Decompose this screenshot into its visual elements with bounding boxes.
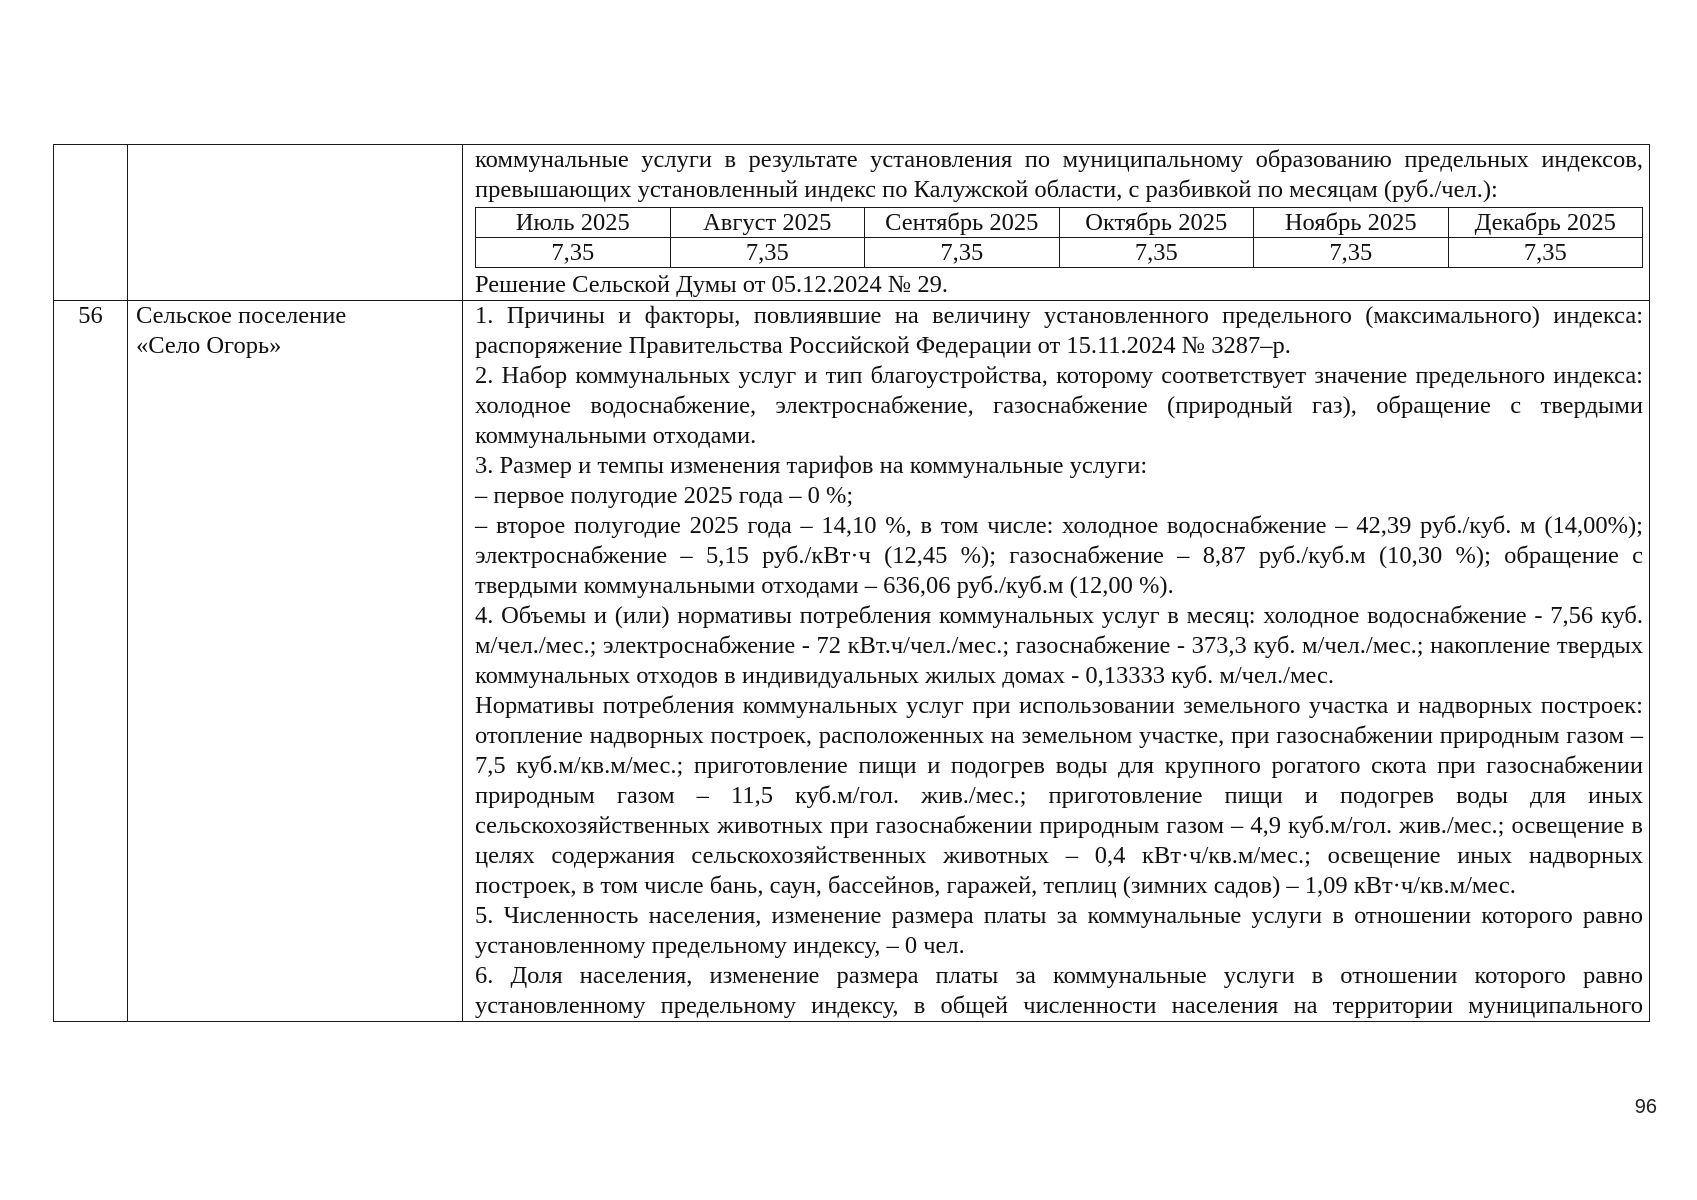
month-header: Июль 2025	[476, 208, 671, 238]
municipality-name-cell	[128, 301, 463, 1022]
month-value: 7,35	[476, 238, 671, 268]
page-number: 96	[1634, 1096, 1657, 1118]
monthly-index-table	[475, 207, 1643, 268]
municipality-name-line: «Село Огорь»	[136, 332, 282, 359]
intro-paragraph: коммунальные услуги в результате установления по муниципальному образованию предельных индексов, превышающих установленный индекс по Калужской области, с разбивкой по месяцам (руб./чел.):	[475, 146, 1643, 203]
month-header: Ноябрь 2025	[1254, 208, 1449, 238]
month-value: 7,35	[1254, 238, 1449, 268]
paragraph-population-count: 5. Численность населения, изменение размера платы за коммунальные услуги в отношении которого равно установленному предельному индексу, – 0 чел.	[475, 902, 1643, 959]
month-value: 7,35	[1448, 238, 1643, 268]
decision-reference: Решение Сельской Думы от 05.12.2024 № 29.	[475, 271, 949, 298]
month-header: Сентябрь 2025	[865, 208, 1060, 238]
document-table	[53, 144, 1650, 1022]
details-cell	[463, 301, 1650, 1022]
paragraph-tariffs-heading: 3. Размер и темпы изменения тарифов на коммунальные услуги:	[475, 452, 1148, 479]
paragraph-land-plot-norms: Нормативы потребления коммунальных услуг при использовании земельного участка и надворных построек: отопление надворных построек, расположенных на земельном участке, при газоснабжении природным газом – 7,5 куб.м/кв.м/мес.; приготовление пищи и подогрев воды для крупного рогатого скота при газоснабжении природным газом – 11,5 куб.м/гол. жив./мес.; приготовление пищи и подогрев воды для иных сельскохозяйственных животных при газоснабжении природным газом – 4,9 куб.м/гол. жив./мес.; освещение в целях содержания сельскохозяйственных животных – 0,4 кВт·ч/кв.м/мес.; освещение иных надворных построек, в том числе бань, саун, бассейнов, гаражей, теплиц (зимних садов) – 1,09 кВт·ч/кв.м/мес.	[475, 692, 1643, 899]
month-header: Декабрь 2025	[1448, 208, 1643, 238]
row-number-cell	[54, 145, 128, 301]
municipality-name-line: Сельское поселение	[136, 302, 347, 329]
months-header-row	[476, 208, 1643, 238]
paragraph-population-share: 6. Доля населения, изменение размера платы за коммунальные услуги в отношении которого равно установленному предельному индексу, в общей численности населения на территории муниципального	[475, 962, 1643, 1019]
paragraph-services-set: 2. Набор коммунальных услуг и тип благоустройства, которому соответствует значение предельного индекса: холодное водоснабжение, электроснабжение, газоснабжение (природный газ), обращение с твердыми коммунальными отходами.	[475, 362, 1643, 449]
paragraph-consumption-volumes: 4. Объемы и (или) нормативы потребления коммунальных услуг в месяц: холодное водоснабжение - 7,56 куб. м/чел./мес.; электроснабжение - 72 кВт.ч/чел./мес.; газоснабжение - 373,3 куб. м/чел./мес.; накопление твердых коммунальных отходов в индивидуальных жилых домах - 0,13333 куб. м/чел./мес.	[475, 602, 1643, 689]
paragraph-first-half: – первое полугодие 2025 года – 0 %;	[475, 482, 854, 509]
row-number-cell: 56	[54, 301, 128, 1022]
month-header: Октябрь 2025	[1059, 208, 1254, 238]
month-value: 7,35	[670, 238, 865, 268]
table-row-56	[54, 301, 1650, 1022]
month-value: 7,35	[865, 238, 1060, 268]
table-row-continued	[54, 145, 1650, 301]
paragraph-reasons: 1. Причины и факторы, повлиявшие на величину установленного предельного (максимального) индекса: распоряжение Правительства Российской Федерации от 15.11.2024 № 3287–р.	[475, 302, 1643, 359]
months-values-row	[476, 238, 1643, 268]
month-value: 7,35	[1059, 238, 1254, 268]
municipality-name-cell	[128, 145, 463, 301]
month-header: Август 2025	[670, 208, 865, 238]
paragraph-second-half: – второе полугодие 2025 года – 14,10 %, в том числе: холодное водоснабжение – 42,39 руб./куб. м (14,00%); электроснабжение – 5,15 руб./кВт·ч (12,45 %); газоснабжение – 8,87 руб./куб.м (10,30 %); обращение с твердыми коммунальными отходами – 636,06 руб./куб.м (12,00 %).	[475, 512, 1643, 599]
details-cell	[463, 145, 1650, 301]
